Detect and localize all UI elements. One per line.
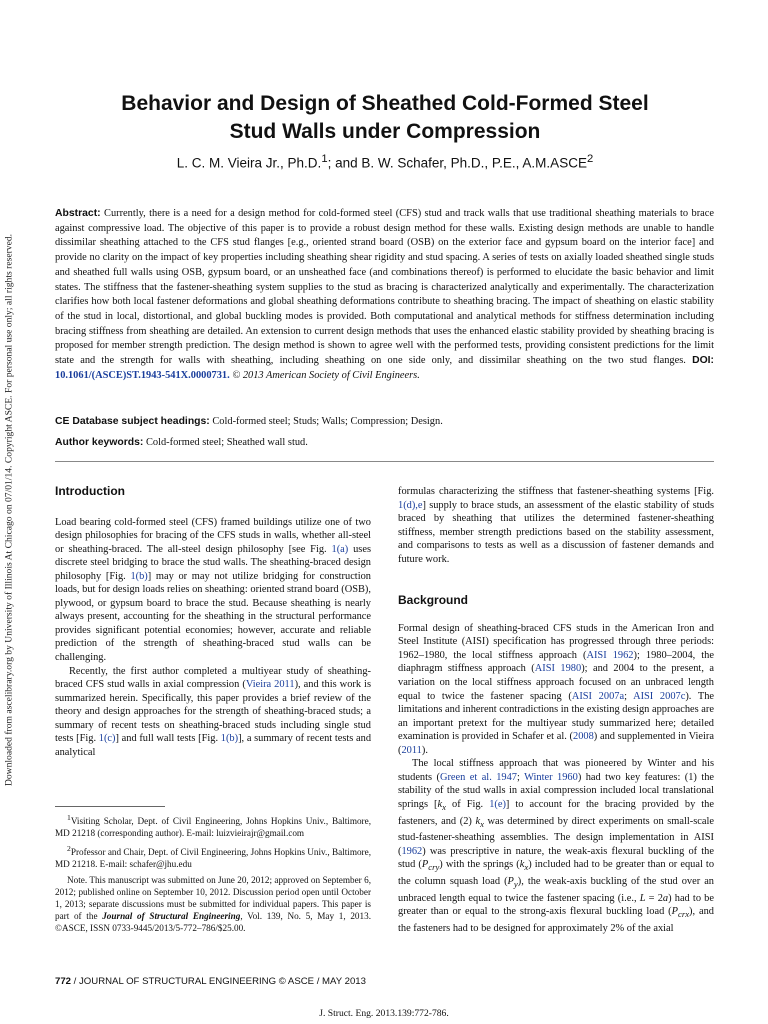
- title-line-1: Behavior and Design of Sheathed Cold-Formed Steel: [121, 92, 649, 115]
- background-paragraph-1: Formal design of sheathing-braced CFS studs in the American Iron and Steel Institute (AISI) specification has progressed through three periods: 1962–1980, the local stiffness approach (AISI 1962); 1980–2004, the diaphragm stiffness approach (AISI 1980); and 2004 to the present, a variation on the local stiffness approach focused on an unbraced length equal to twice the fastener spacing (AISI 2007a; AISI 2007c). The limitations and inherent contradictions in the existing design approaches are an important pretext for the multiyear study summarized here; detailed examination is provided in Schafer et al. (2008) and supplemented in Vieira (2011).: [398, 622, 715, 756]
- footnote-1: [55, 812, 371, 839]
- ce-headings: [55, 416, 714, 427]
- download-watermark-text: Downloaded from ascelibrary.org by University of Illinois At Chicago on 07/01/14. Copyright ASCE. For personal use only; all rights reserved.: [3, 233, 15, 787]
- right-column: [398, 485, 714, 935]
- author-2-sup: 2: [586, 153, 594, 165]
- header-divider: [55, 461, 714, 462]
- background-paragraph-2: The local stiffness approach that was pioneered by Winter and his students (Green et al. 1947; Winter 1960) had two key features: (1) the stability of the stud walls in axial compression included local translational springs [$k_x$ of Fig. 1(e)] to account for the bracing provided by the fasteners, and (2) $k_x$ was determined by direct experiments on small-scale stud-fastener-sheathing assemblies. The design implementation in AISI (1962) was prescriptive in nature, the weak-axis flexural buckling of the stud $(P_{cry})$ with the springs $(k_x)$ included had to be greater than or equal to the column squash load $(P_y)$, the weak-axis buckling of the stud over an unbraced length equal to twice the fastener spacing (i.e., L = 2a) had to be greater than or equal to the strong-axis flexural buckling load $(P_{crx})$, and the fasteners had to be designed for approximately 2% of the axial: [398, 758, 715, 934]
- abstract-label: Abstract:: [55, 208, 101, 219]
- submission-note-a: Note. This manuscript was submitted on June 20, 2012; approved on September 6, 2012; published online on September 10, 2012. Discussion period open until October 1, 2013; separate discussions must be submitted for individual papers. This paper is part of the: [55, 875, 371, 922]
- footnote-divider: [55, 806, 165, 807]
- ce-headings-text: Cold-formed steel; Studs; Walls; Compression; Design.: [212, 416, 443, 427]
- footnote-2-mark: 2: [67, 844, 71, 854]
- footnote-2: [55, 843, 371, 870]
- footnote-1-mark: 1: [67, 813, 71, 822]
- left-column: [55, 485, 371, 759]
- doi-link[interactable]: 10.1061/(ASCE)ST.1943-541X.0000731.: [55, 369, 230, 381]
- title-line-2: Stud Walls under Compression: [229, 120, 541, 143]
- page-number: 772: [55, 976, 72, 987]
- intro-paragraph-1: Load bearing cold-formed steel (CFS) framed buildings utilize one of two design philosophies for bracing of the CFS studs in walls, whether all-steel or sheathing-braced. The all-steel design philosophy [see Fig. 1(a) uses discrete steel bridging to brace the stud walls. The sheathing-braced design philosophy [Fig. 1(b)] may or may not utilize bridging for construction loads, but for design loads relies on sheathing: oriented strand board (OSB), plywood, or gypsum board to brace the stud. Because sheathing is nearly always present, accounting for the sheathing in the structural performance provides significant potential economies; however, accurate and reliable prediction of the strength of sheathing-braced stud walls can be challenging.: [55, 516, 371, 664]
- author-1-sup: 1: [321, 153, 328, 165]
- author-line: [60, 153, 710, 171]
- author-keywords-label: Author keywords:: [55, 437, 144, 448]
- abstract-text: Currently, there is a need for a design method for cold-formed steel (CFS) stud and track walls that use traditional sheathing materials to brace against compressive load. The objective of this paper is to provide a robust design method for these walls. Existing design methods are unable to handle dissimilar sheathing attached to the CFS stud flanges [e.g., oriented strand board (OSB) on the exterior face and gypsum board on the interior face] and provide no clarity on the impact of key properties including sheathing shear rigidity and stud spacing. A series of tests on axially loaded sheathed single studs and sheathed full walls using OSB, gypsum board, or an unsheathed face (and combinations thereof) is performed to elucidate the basic behavior and limit states. The stiffness that the fastener-sheathing system supplies to the stud as bracing is characterized analytically and experimentally. The characterization clarifies how both local fastener deformations and global sheathing deformations contribute to sheathing bracing. The impact of sheathing on elastic stability of the stud in local, distortional, and global buckling modes is provided. Both computational and analytical methods for stiffness determination including bracing stiffness from sheathing are detailed. An extension to current design methods that uses the enhanced elastic stability provided by sheathing bracing is proposed for member strength prediction. The design method is shown to agree well with the performed tests, providing consistent predictions for the limit state and the strength for walls with sheathing, including sheathing on one side only, and dissimilar sheathing on the two stud flanges.: [55, 208, 714, 367]
- doi-label: DOI:: [692, 355, 714, 367]
- copyright-notice: © 2013 American Society of Civil Engineers.: [232, 369, 420, 381]
- journal-footer-text: / JOURNAL OF STRUCTURAL ENGINEERING © ASCE / MAY 2013: [71, 976, 366, 987]
- journal-name: Journal of Structural Engineering: [102, 911, 241, 922]
- abstract: [55, 207, 714, 383]
- background-heading: Background: [398, 593, 469, 608]
- citation-line: J. Struct. Eng. 2013.139:772-786.: [319, 1008, 449, 1019]
- page-footer: [55, 976, 366, 987]
- intro-paragraph-3: formulas characterizing the stiffness that fastener-sheathing systems [Fig. 1(d),e] supply to brace studs, an assessment of the elastic stability of studs braced by sheathing that utilizes the determined fastener-sheathing stiffness, member strength predictions based on the stability assessment, and comparisons to tests as well as a discussion of fastener demands and future work.: [398, 486, 714, 565]
- footnotes: [55, 812, 371, 938]
- submission-note-b: , Vol. 139, No. 5, May 1, 2013. ©ASCE, ISSN 0733-9445/2013/5-772–786/$25.00.: [55, 911, 371, 934]
- author-keywords-text: Cold-formed steel; Sheathed wall stud.: [145, 437, 308, 448]
- intro-heading: Introduction: [55, 484, 125, 498]
- paper-title: [60, 90, 710, 146]
- footnote-1-text: Visiting Scholar, Dept. of Civil Engineering, Johns Hopkins Univ., Baltimore, MD 21218 (corresponding author). E-mail: luizvieirajr@gmail.com: [55, 816, 371, 839]
- submission-note: [55, 874, 371, 934]
- author-keywords: [55, 437, 714, 448]
- download-watermark: [2, 200, 16, 820]
- ce-headings-label: CE Database subject headings:: [55, 416, 210, 427]
- intro-paragraph-2: Recently, the first author completed a multiyear study of sheathing-braced CFS stud walls in axial compression (Vieira 2011), and this work is summarized herein. Specifically, this paper provides a brief review of the theory and design approaches for the strength of sheathing-braced studs; a summary of recent tests on sheathing-braced studs including single stud tests [Fig. 1(c)] and full wall tests [Fig. 1(b)], a summary of recent tests and analytical: [55, 665, 372, 758]
- author-2: ; and B. W. Schafer, Ph.D., P.E., A.M.ASCE: [327, 155, 587, 171]
- author-1: L. C. M. Vieira Jr., Ph.D.: [176, 155, 322, 171]
- footnote-2-text: Professor and Chair, Dept. of Civil Engineering, Johns Hopkins Univ., Baltimore, MD 21218. E-mail: schafer@jhu.edu: [55, 847, 371, 870]
